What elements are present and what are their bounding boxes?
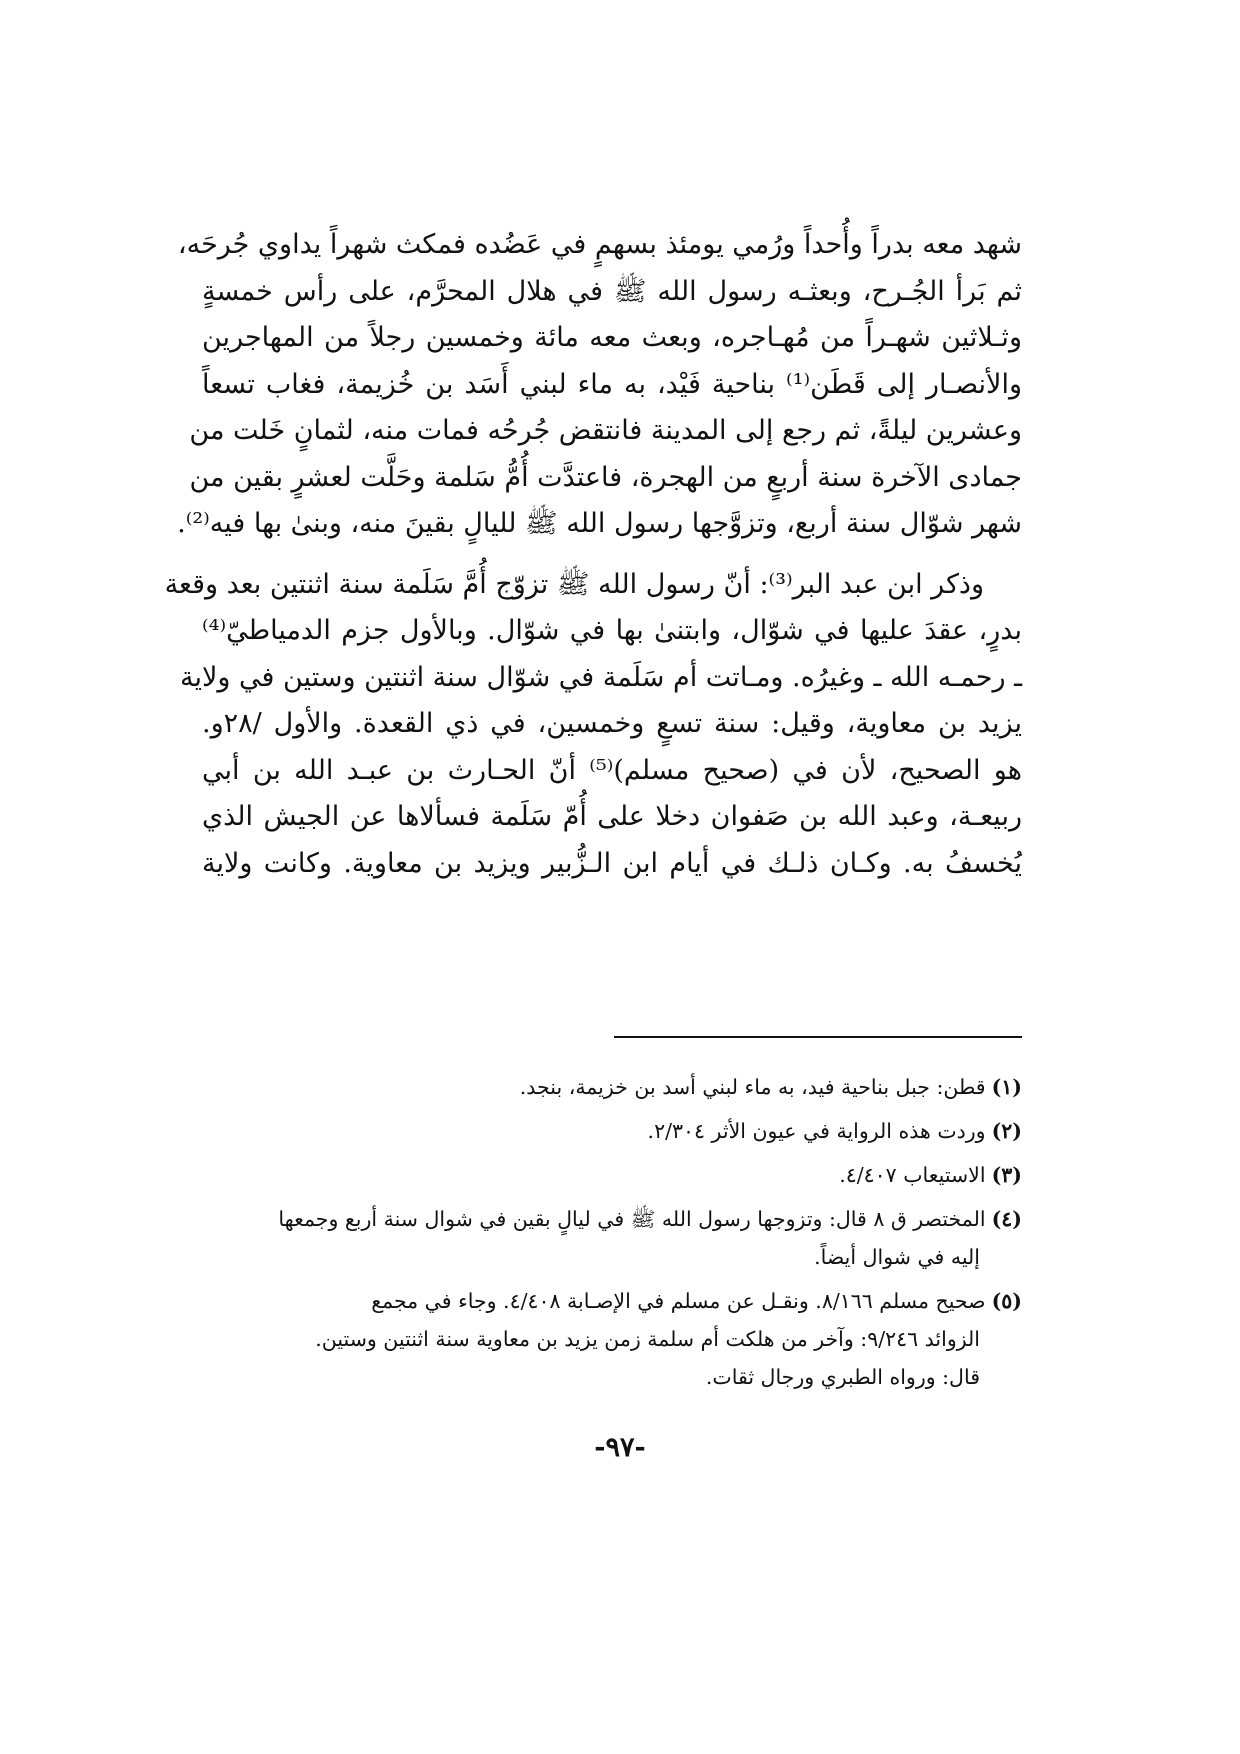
footnote-5 <box>202 1282 1022 1396</box>
footnotes <box>202 1068 1022 1402</box>
text-line: يزيد بن معاوية، وقيل: سنة تسعٍ وخمسين، في ذي القعدة. والأول /٢٨و. <box>202 708 1022 739</box>
footnote-2 <box>202 1112 1022 1150</box>
text-line: هو الصحيح، لأن في (صحيح مسلم)⁽⁵⁾ أنّ الحـارث بن عبـد الله بن أبي <box>202 754 1022 786</box>
footnote-divider <box>614 1036 1022 1038</box>
text-line: وثـلاثين شهـراً من مُهـاجره، وبعث معه مائة وخمسين رجلاً من المهاجرين <box>202 322 1022 353</box>
footnote-text: إليه في شوال أيضاً. <box>814 1245 980 1269</box>
footnote-3 <box>202 1156 1022 1194</box>
text-line: وذكر ابن عبد البر⁽³⁾: أنّ رسول الله ﷺ تزوّج أُمَّ سَلَمة سنة اثنتين بعد وقعة <box>164 568 984 600</box>
text-line: جمادى الآخرة سنة أربعٍ من الهجرة، فاعتدَّت أُمُّ سَلمة وحَلَّت لعشرٍ بقين من <box>189 461 1022 493</box>
page-number: -٩٧- <box>594 1432 646 1463</box>
text-line: ثم بَرأ الجُـرح، وبعثـه رسول الله ﷺ في هلال المحرَّم، على رأس خمسةٍ <box>202 275 1022 307</box>
footnote-text: قطن: جبل بناحية فيد، به ماء لبني أسد بن خزيمة، بنجد. <box>519 1075 986 1099</box>
footnote-number: (٢) <box>991 1119 1022 1143</box>
footnote-text: الزوائد ٩/٢٤٦: وآخر من هلكت أم سلمة زمن يزيد بن معاوية سنة اثنتين وستين. <box>315 1327 980 1351</box>
text-line: شهد معه بدراً وأُحداً ورُمي يومئذ بسهمٍ في عَضُده فمكث شهراً يداوي جُرحَه، <box>177 229 1022 260</box>
footnote-number: (٤) <box>991 1207 1022 1231</box>
text-line: شهر شوّال سنة أربع، وتزوَّجها رسول الله ﷺ لليالٍ بقينَ منه، وبنىٰ بها فيه⁽²⁾. <box>177 508 1022 539</box>
footnote-text: الاستيعاب ٤/٤٠٧. <box>839 1163 986 1187</box>
text-line: ـ رحمـه الله ـ وغيرُه. ومـاتت أم سَلَمة في شوّال سنة اثنتين وستين في ولاية <box>179 661 1022 693</box>
footnote-number: (٥) <box>991 1289 1022 1313</box>
footnote-1 <box>202 1068 1022 1106</box>
footnote-number: (٣) <box>991 1163 1022 1187</box>
footnote-number: (١) <box>991 1075 1022 1099</box>
footnote-4 <box>202 1200 1022 1276</box>
text-line: بدرٍ، عقدَ عليها في شوّال، وابتنىٰ بها في شوّال. وبالأول جزم الدمياطيّ⁽⁴⁾ <box>202 615 1022 646</box>
footnote-text: صحيح مسلم ٨/١٦٦. ونقـل عن مسلم في الإصـابة ٤/٤٠٨. وجاء في مجمع <box>371 1289 986 1313</box>
footnote-text: المختصر ق ٨ قال: وتزوجها رسول الله ﷺ في ليالٍ بقين في شوال سنة أربع وجمعها <box>278 1207 986 1231</box>
text-line: وعشرين ليلةً، ثم رجع إلى المدينة فانتقض جُرحُه فمات منه، لثمانٍ خَلت من <box>189 415 1022 446</box>
main-text <box>164 222 1022 887</box>
text-line: يُخسفُ به. وكـان ذلـك في أيام ابن الـزُّبير ويزيد بن معاوية. وكانت ولاية <box>202 847 1022 879</box>
footnote-text: وردت هذه الرواية في عيون الأثر ٢/٣٠٤. <box>647 1119 986 1143</box>
text-line: ربيعـة، وعبد الله بن صَفوان دخلا على أُمّ سَلَمة فسألاها عن الجيش الذي <box>202 801 1022 832</box>
footnote-text: قال: ورواه الطبري ورجال ثقات. <box>705 1365 980 1389</box>
paragraph-2 <box>164 562 1022 888</box>
text-line: والأنصـار إلى قَطَن⁽¹⁾ بناحية فَيْد، به ماء لبني أَسَد بن خُزيمة، فغاب تسعاً <box>202 368 1022 400</box>
paragraph-1 <box>177 222 1022 548</box>
